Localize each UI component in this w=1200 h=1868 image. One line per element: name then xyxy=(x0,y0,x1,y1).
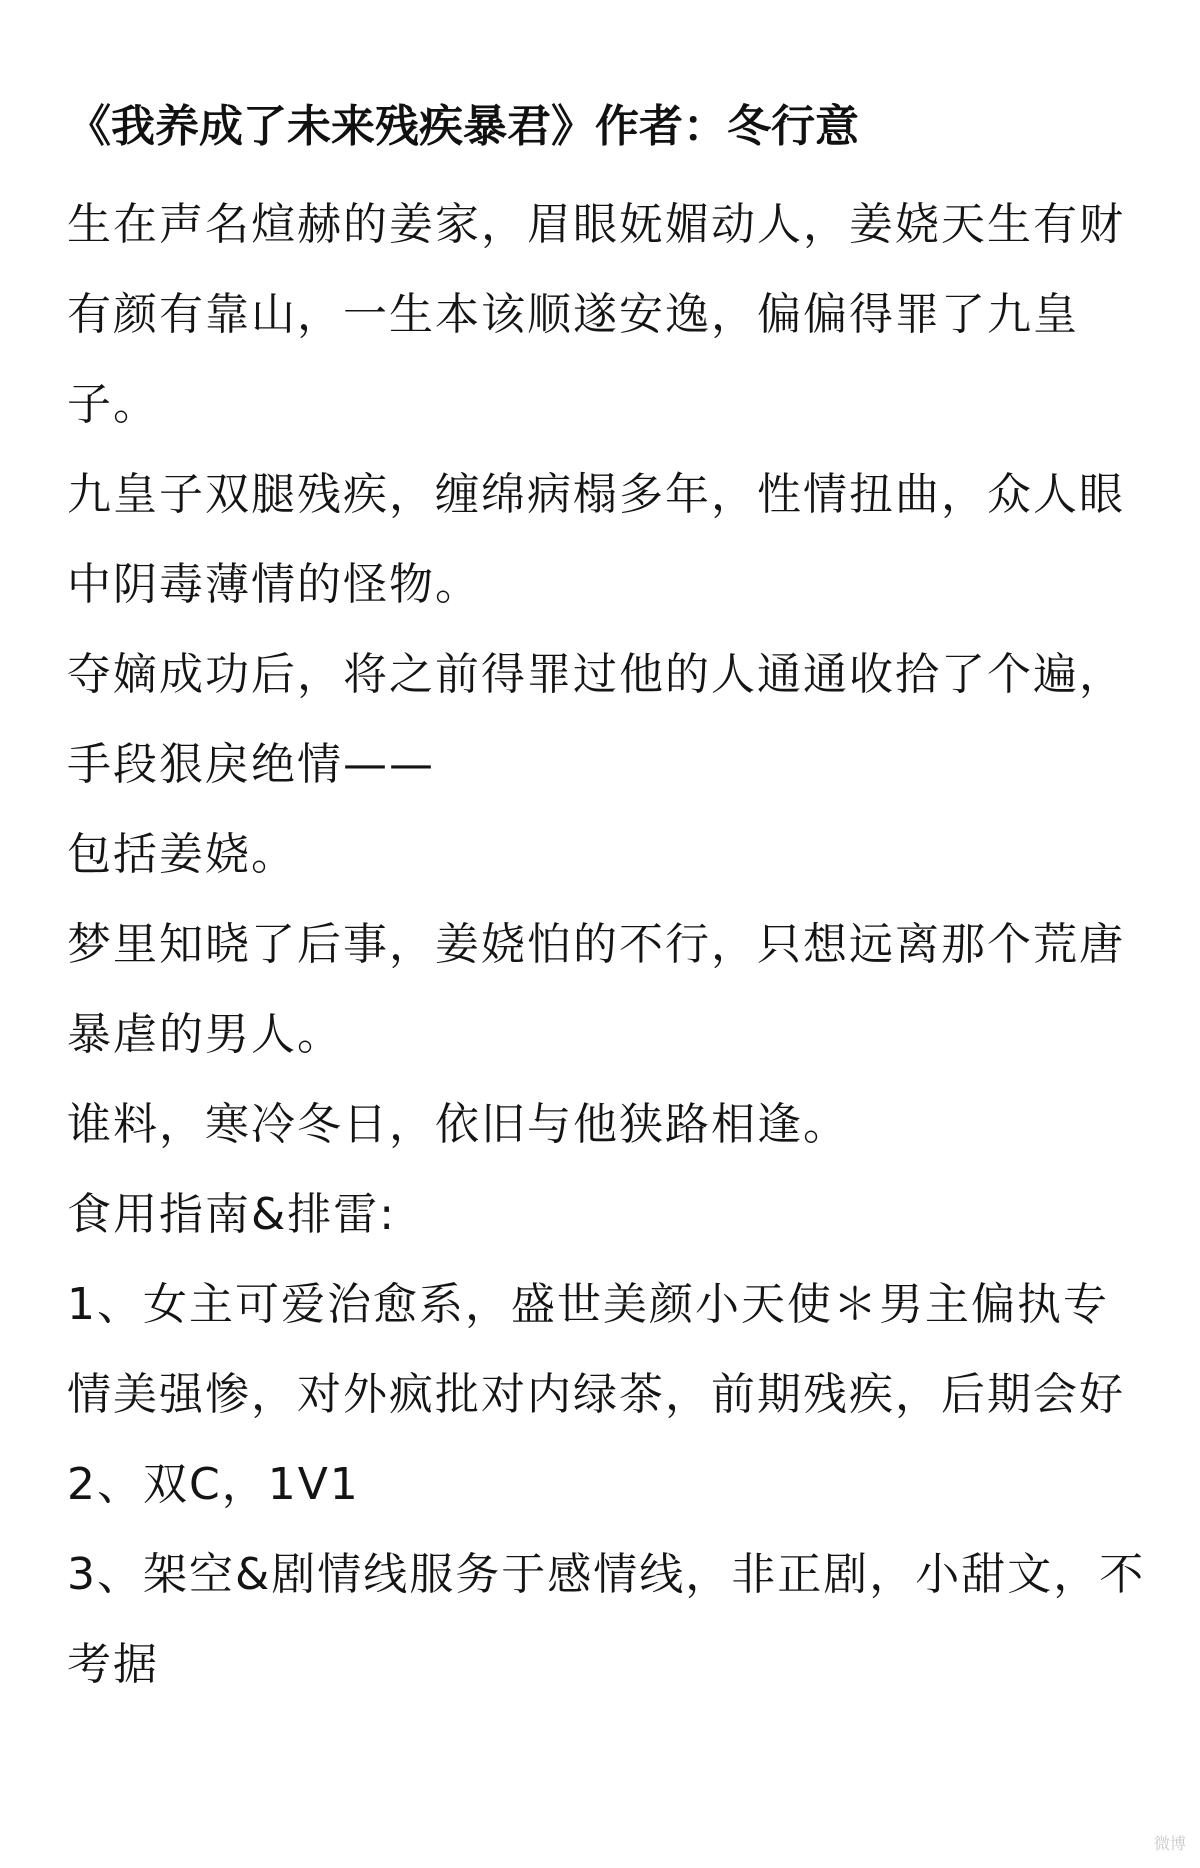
paragraph-prince: 九皇子双腿残疾，缠绵病榻多年，性情扭曲，众人眼中阴毒薄情的怪物。 xyxy=(67,469,1125,610)
document xyxy=(67,94,1147,1710)
book-title: 《我养成了未来残疾暴君》作者：冬行意 xyxy=(67,101,859,152)
paragraph-throne: 夺嫡成功后，将之前得罪过他的人通通收拾了个遍，手段狠戾绝情—— xyxy=(67,649,1125,790)
paragraph-guide-item-2: 2、双C，1V1 xyxy=(67,1459,360,1510)
watermark: 微博 xyxy=(1153,1836,1186,1853)
paragraph-winter: 谁料，寒冷冬日，依旧与他狭路相逢。 xyxy=(67,1099,849,1150)
paragraph-guide-item-1: 1、女主可爱治愈系，盛世美颜小天使＊男主偏执专情美强惨，对外疯批对内绿茶，前期残疾，后期会好 xyxy=(67,1279,1125,1420)
paragraph-including: 包括姜娆。 xyxy=(67,829,297,880)
paragraph-guide-heading: 食用指南&排雷: xyxy=(67,1189,397,1240)
paragraph-intro: 生在声名煊赫的姜家，眉眼妩媚动人，姜娆天生有财有颜有靠山，一生本该顺遂安逸，偏偏得罪了九皇子。 xyxy=(67,199,1125,430)
paragraph-dream: 梦里知晓了后事，姜娆怕的不行，只想远离那个荒唐暴虐的男人。 xyxy=(67,919,1125,1060)
paragraph-guide-item-3: 3、架空&剧情线服务于感情线，非正剧，小甜文，不考据 xyxy=(67,1549,1146,1690)
